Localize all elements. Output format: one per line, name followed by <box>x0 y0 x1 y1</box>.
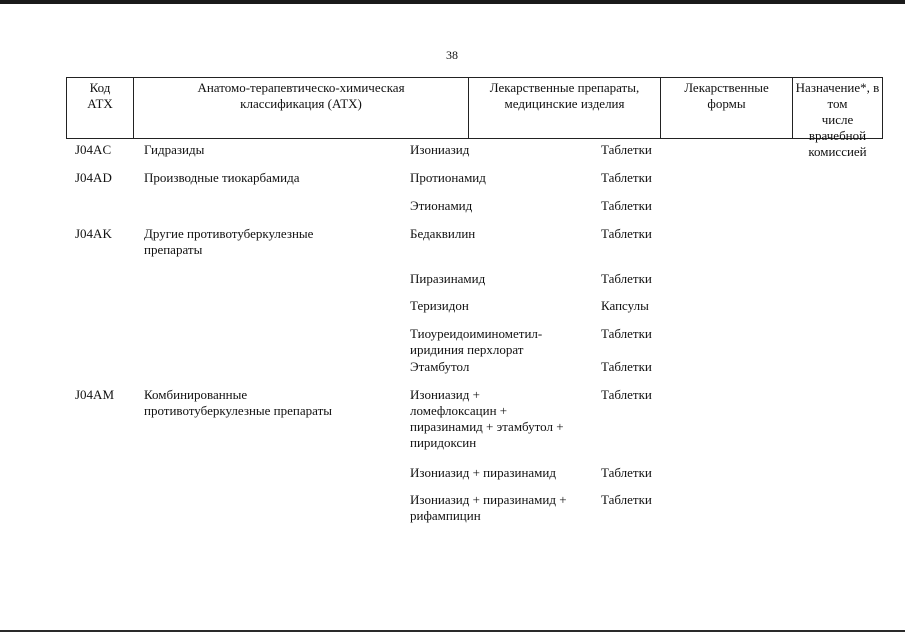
row-form: Таблетки <box>601 387 652 402</box>
row-drug: Тиоуреидоиминометил- иридиния перхлорат <box>410 326 543 357</box>
page-number: 38 <box>446 48 458 62</box>
row-classification: Производные тиокарбамида <box>144 170 300 185</box>
page-bottom-edge <box>0 630 905 632</box>
header-purpose: Назначение*, в том числе врачебной комиссией <box>795 80 880 159</box>
row-drug: Пиразинамид <box>410 271 486 286</box>
row-drug: Изониазид + пиразинамид <box>410 465 556 480</box>
row-form: Капсулы <box>601 298 649 313</box>
row-form: Таблетки <box>601 142 652 157</box>
header-forms: Лекарственные формы <box>661 78 793 138</box>
row-code: J04AC <box>75 142 112 157</box>
row-form: Таблетки <box>601 326 652 341</box>
row-form: Таблетки <box>601 170 652 185</box>
page-top-edge <box>0 0 905 4</box>
row-drug: Изониазид + пиразинамид + рифампицин <box>410 492 567 523</box>
row-classification: Комбинированные противотуберкулезные препараты <box>144 387 332 418</box>
row-drug: Изониазид <box>410 142 470 157</box>
row-code: J04AK <box>75 226 112 241</box>
row-form: Таблетки <box>601 226 652 241</box>
row-drug: Бедаквилин <box>410 226 476 241</box>
row-code: J04AD <box>75 170 112 185</box>
header-classification: Анатомо-терапевтическо-химическая классификация (АТХ) <box>134 78 469 138</box>
row-drug: Этионамид <box>410 198 473 213</box>
row-form: Таблетки <box>601 359 652 374</box>
row-drug: Теризидон <box>410 298 469 313</box>
row-form: Таблетки <box>601 271 652 286</box>
row-drug: Изониазид + ломефлоксацин + пиразинамид + этамбутол + пиридоксин <box>410 387 564 450</box>
row-drug: Протионамид <box>410 170 486 185</box>
header-drugs: Лекарственные препараты, медицинские изделия <box>469 78 661 138</box>
header-code: Код АТХ <box>67 78 134 138</box>
row-form: Таблетки <box>601 465 652 480</box>
row-code: J04AM <box>75 387 115 402</box>
row-form: Таблетки <box>601 198 652 213</box>
row-classification: Другие противотуберкулезные препараты <box>144 226 314 257</box>
row-drug: Этамбутол <box>410 359 470 374</box>
row-classification: Гидразиды <box>144 142 205 157</box>
row-form: Таблетки <box>601 492 652 507</box>
